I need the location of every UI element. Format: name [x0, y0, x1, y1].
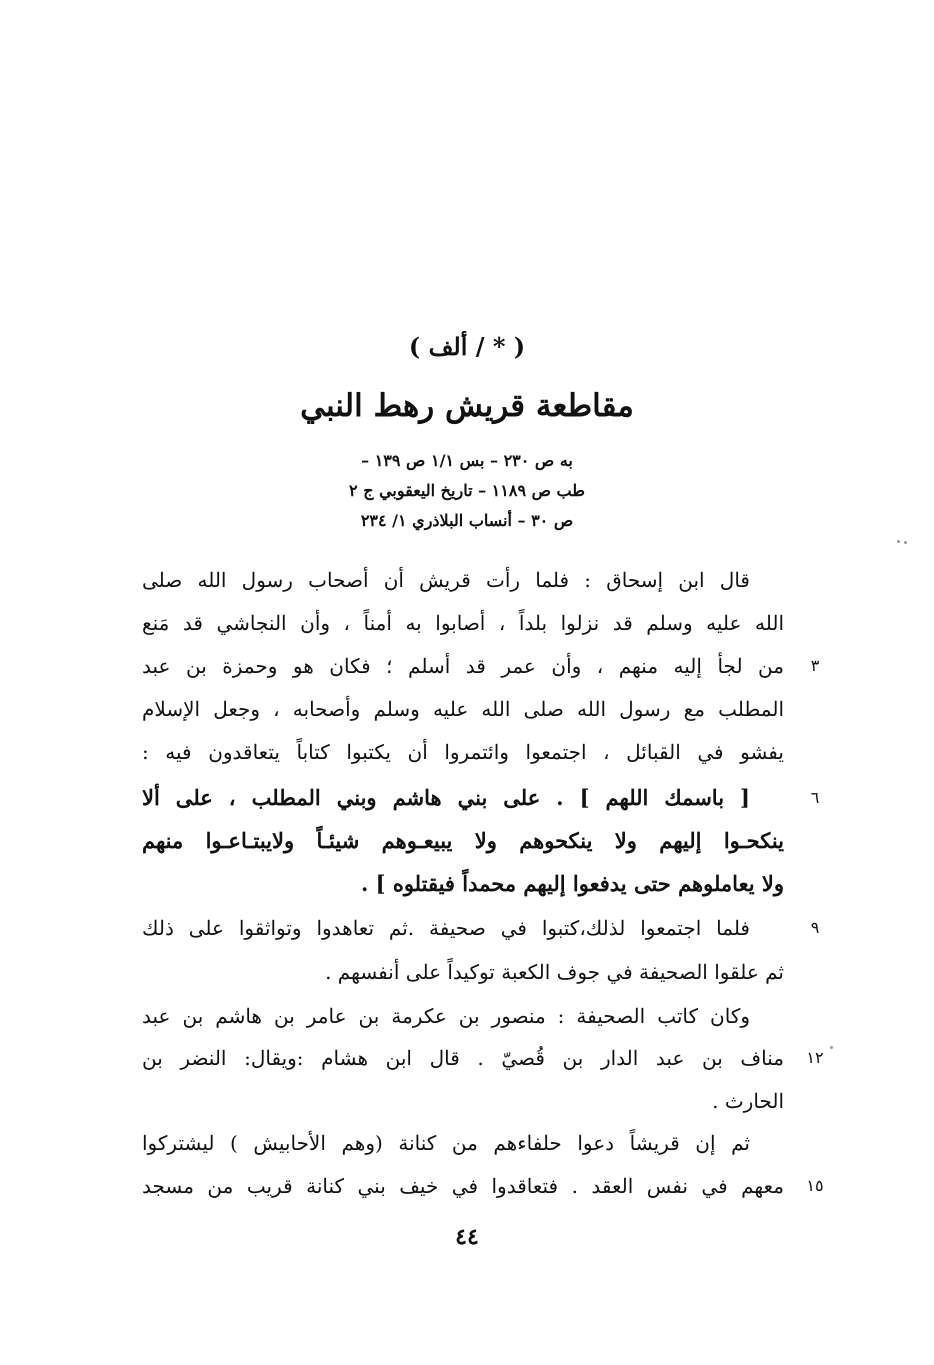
section-label: ( * / ألف ) — [408, 332, 526, 361]
scan-speck — [904, 541, 907, 544]
text-line: الله عليه وسلم قد نزلوا بلداً ، أصابوا به أمناً ، وأن النجاشي قد مَنع — [142, 611, 784, 635]
body-text — [142, 558, 784, 1198]
text-line: وكان كاتب الصحيفة : منصور بن عكرمة بن عامر بن هاشم بن عبد — [142, 1004, 750, 1028]
text-line: معهم في نفس العقد . فتعاقدوا في خيف بني كنانة قريب من مسجد — [142, 1174, 784, 1198]
text-line: ثم علقوا الصحيفة في جوف الكعبة توكيداً على أنفسهم . — [325, 960, 784, 984]
reference-line: ص ٣٠ – أنساب البلاذري ١/ ٢٣٤ — [360, 511, 574, 530]
text-line: المطلب مع رسول الله صلى الله عليه وسلم وأصحابه ، وجعل الإسلام — [142, 697, 784, 721]
line-number: ١٢ — [806, 1048, 824, 1067]
line-number: ١٥ — [806, 1176, 824, 1195]
scan-speck — [897, 540, 900, 543]
text-line: ولا يعاملوهم حتى يدفعوا إليهم محمداً فيقتلوه ] . — [360, 871, 784, 896]
text-line: ينكحـوا إليهم ولا ينكحوهم ولا يبيعـوهم شيئـاً ولايبتـاعـوا منهم — [142, 828, 784, 853]
text-line: ثم إن قريشاً دعوا حلفاءهم من كنانة (وهم الأحابيش ) ليشتركوا — [142, 1131, 750, 1155]
text-line: قال ابن إسحاق : فلما رأت قريش أن أصحاب رسول الله صلى — [142, 568, 750, 592]
reference-line: به ص ٢٣٠ – بس ١/١ ص ١٣٩ – — [361, 451, 573, 470]
page-number: ٤٤ — [455, 1224, 479, 1250]
line-number: ٦ — [810, 788, 820, 807]
text-line: الحارث . — [712, 1089, 784, 1113]
text-line: مناف بن عبد الدار بن قُصيّ . قال ابن هشام :ويقال: النضر بن — [142, 1046, 784, 1070]
text-line: [ باسمك اللهم ] . على بني هاشم وبني المطلب ، على ألا — [142, 785, 750, 810]
source-references — [0, 446, 934, 536]
text-line: من لجأ إليه منهم ، وأن عمر قد أسلم ؛ فكان هو وحمزة بن عبد — [142, 654, 784, 678]
chapter-title: مقاطعة قريش رهط النبي — [300, 388, 634, 424]
line-number: ٩ — [810, 918, 820, 937]
text-line: فلما اجتمعوا لذلك،كتبوا في صحيفة .ثم تعاهدوا وتواثقوا على ذلك — [142, 916, 750, 940]
text-line: يفشو في القبائل ، اجتمعوا وائتمروا أن يكتبوا كتاباً يتعاقدون فيه : — [142, 740, 784, 764]
line-number: ٣ — [810, 656, 820, 675]
reference-line: طب ص ١١٨٩ – تاريخ اليعقوبي ج ٢ — [349, 481, 585, 500]
scan-speck — [830, 1046, 833, 1049]
